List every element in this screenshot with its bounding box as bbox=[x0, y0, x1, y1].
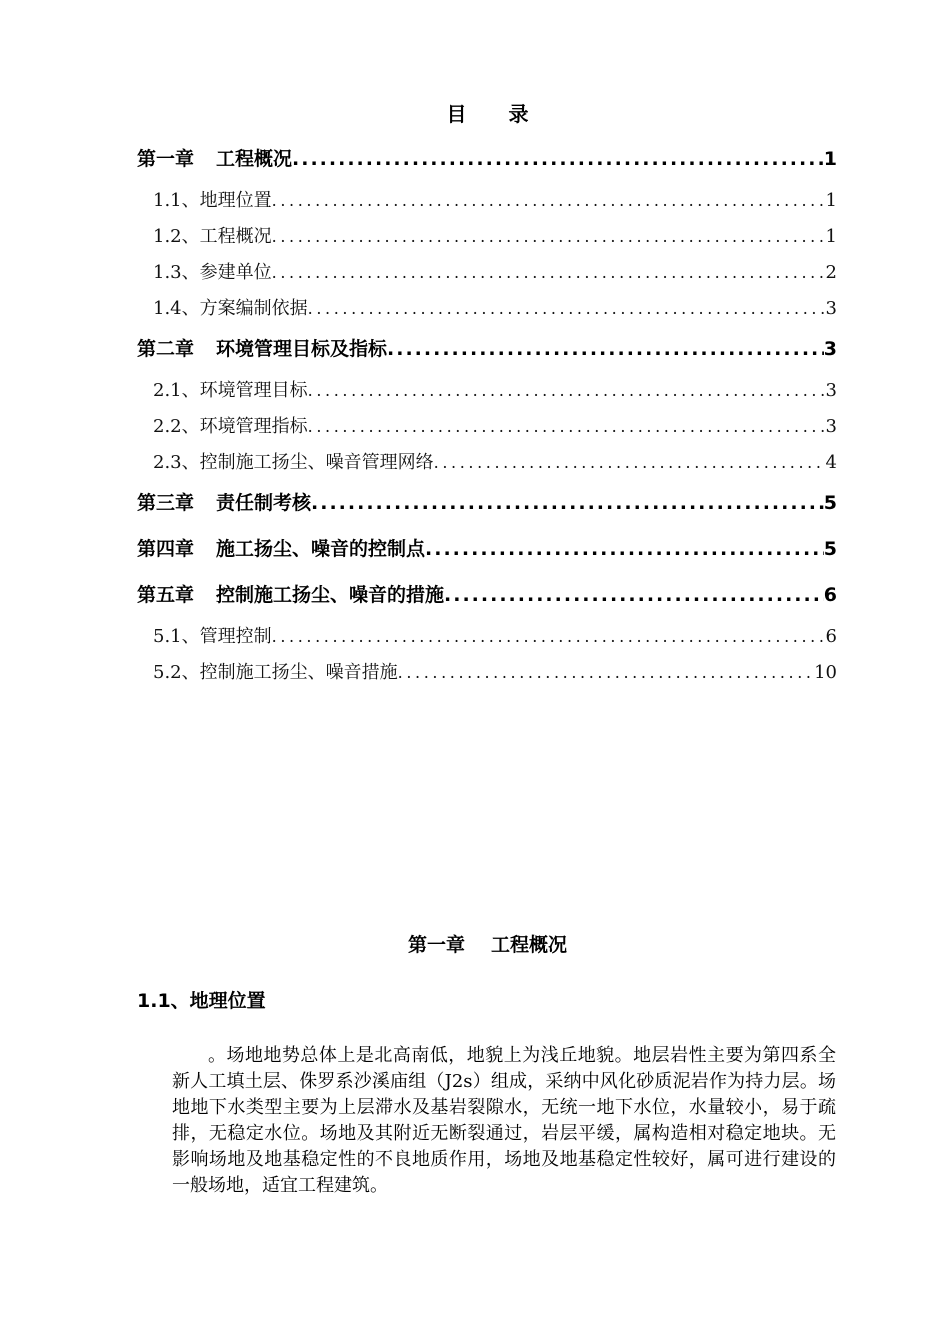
toc-section-entry[interactable] bbox=[137, 376, 837, 412]
toc-chapter-entry[interactable] bbox=[137, 530, 837, 576]
toc-entry-number: 第一章 bbox=[137, 148, 195, 170]
toc-entry-text: 责任制考核 bbox=[216, 492, 312, 514]
toc-entry-number: 5.1、 bbox=[153, 626, 200, 647]
toc-entry-text: 工程概况 bbox=[216, 148, 293, 170]
toc-page-number: 3 bbox=[825, 416, 837, 437]
toc-entry-number: 2.1、 bbox=[153, 380, 200, 401]
toc-entry-label bbox=[153, 658, 398, 684]
toc-entry-text: 控制施工扬尘、噪音管理网络 bbox=[199, 452, 434, 473]
toc-leader-dots bbox=[272, 227, 826, 246]
toc-chapter-entry[interactable] bbox=[137, 140, 837, 186]
toc-entry-number: 第二章 bbox=[137, 338, 195, 360]
toc-section-entry[interactable] bbox=[137, 622, 837, 658]
toc-page-number: 4 bbox=[825, 452, 837, 473]
toc-section-entry[interactable] bbox=[137, 222, 837, 258]
toc-title-left: 目 bbox=[446, 102, 467, 126]
toc-entry-text: 环境管理指标 bbox=[199, 416, 308, 437]
section-title: 1.1、地理位置 bbox=[137, 990, 266, 1012]
toc-chapter-entry[interactable] bbox=[137, 484, 837, 530]
toc-entry-label bbox=[137, 534, 425, 561]
toc-page-number: 5 bbox=[823, 538, 837, 560]
toc-section-entry[interactable] bbox=[137, 658, 837, 694]
toc-leader-dots bbox=[308, 299, 826, 318]
chapter-label: 第一章 bbox=[407, 934, 465, 956]
toc-entry-text: 环境管理目标及指标 bbox=[216, 338, 388, 360]
toc-page-number: 1 bbox=[823, 148, 837, 170]
toc-page-number: 3 bbox=[825, 298, 837, 319]
toc-page-number: 6 bbox=[825, 626, 837, 647]
toc-entry-number: 2.2、 bbox=[153, 416, 200, 437]
toc-chapter-entry[interactable] bbox=[137, 330, 837, 376]
toc-entry-label bbox=[137, 144, 292, 171]
toc-page-number: 6 bbox=[823, 584, 837, 606]
toc-section-entry[interactable] bbox=[137, 294, 837, 330]
toc-title-right: 录 bbox=[508, 102, 529, 126]
toc-entry-number: 第三章 bbox=[137, 492, 195, 514]
toc-entry-label bbox=[153, 258, 272, 284]
toc-leader-dots bbox=[272, 263, 826, 282]
toc-entry-text: 施工扬尘、噪音的控制点 bbox=[216, 538, 426, 560]
toc-entry-number: 5.2、 bbox=[153, 662, 200, 683]
toc-page-number: 1 bbox=[825, 226, 837, 247]
toc-section-entry[interactable] bbox=[137, 448, 837, 484]
toc-title bbox=[0, 98, 950, 127]
toc-entry-text: 方案编制依据 bbox=[199, 298, 308, 319]
toc-entry-text: 控制施工扬尘、噪音措施 bbox=[199, 662, 398, 683]
toc-page-number: 1 bbox=[825, 190, 837, 211]
body-paragraph: 。场地地势总体上是北高南低，地貌上为浅丘地貌。地层岩性主要为第四系全新人工填土层、侏罗系沙溪庙组（J2s）组成，采纳中风化砂质泥岩作为持力层。场地地下水类型主要为上层滞水及基岩裂隙水，无统一地下水位，水量较小，易于疏排，无稳定水位。场地及其附近无断裂通过，岩层平缓，属构造相对稳定地块。无影响场地及地基稳定性的不良地质作用，场地及地基稳定性较好，属可进行建设的一般场地，适宜工程建筑。 bbox=[172, 1045, 836, 1196]
toc-entry-number: 2.3、 bbox=[153, 452, 200, 473]
toc-chapter-entry[interactable] bbox=[137, 576, 837, 622]
toc-page-number: 3 bbox=[825, 380, 837, 401]
toc-leader-dots bbox=[434, 453, 826, 472]
toc-entry-number: 1.1、 bbox=[153, 190, 200, 211]
toc-entry-number: 1.2、 bbox=[153, 226, 200, 247]
toc-entry-text: 控制施工扬尘、噪音的措施 bbox=[216, 584, 445, 606]
toc-entry-label bbox=[153, 448, 434, 474]
toc-entry-number: 1.3、 bbox=[153, 262, 200, 283]
chapter-title bbox=[0, 930, 950, 957]
toc-page-number: 3 bbox=[823, 338, 837, 360]
toc-leader-dots bbox=[311, 492, 824, 514]
toc-leader-dots bbox=[398, 663, 814, 682]
toc-page-number: 5 bbox=[823, 492, 837, 514]
toc-section-entry[interactable] bbox=[137, 258, 837, 294]
toc-entry-label bbox=[137, 488, 311, 515]
toc-section-entry[interactable] bbox=[137, 186, 837, 222]
toc-entry-label bbox=[153, 412, 308, 438]
toc-entry-label bbox=[153, 376, 308, 402]
chapter-name: 工程概况 bbox=[491, 934, 568, 956]
toc-entry-text: 地理位置 bbox=[199, 190, 272, 211]
toc-entry-label bbox=[153, 222, 272, 248]
table-of-contents bbox=[137, 140, 837, 694]
toc-entry-label bbox=[153, 294, 308, 320]
toc-entry-number: 第四章 bbox=[137, 538, 195, 560]
toc-entry-label bbox=[153, 622, 272, 648]
toc-entry-number: 1.4、 bbox=[153, 298, 200, 319]
toc-entry-label bbox=[137, 580, 444, 607]
toc-section-entry[interactable] bbox=[137, 412, 837, 448]
toc-entry-number: 第五章 bbox=[137, 584, 195, 606]
toc-entry-text: 环境管理目标 bbox=[199, 380, 308, 401]
toc-page-number: 2 bbox=[825, 262, 837, 283]
toc-entry-label bbox=[153, 186, 272, 212]
toc-leader-dots bbox=[425, 538, 824, 560]
toc-leader-dots bbox=[387, 338, 824, 360]
toc-leader-dots bbox=[272, 191, 826, 210]
toc-leader-dots bbox=[292, 148, 824, 170]
toc-leader-dots bbox=[272, 627, 826, 646]
toc-entry-label bbox=[137, 334, 387, 361]
toc-leader-dots bbox=[308, 417, 826, 436]
toc-leader-dots bbox=[444, 584, 824, 606]
toc-page-number: 10 bbox=[814, 662, 837, 683]
toc-entry-text: 工程概况 bbox=[199, 226, 272, 247]
toc-entry-text: 参建单位 bbox=[199, 262, 272, 283]
toc-entry-text: 管理控制 bbox=[199, 626, 272, 647]
toc-leader-dots bbox=[308, 381, 826, 400]
